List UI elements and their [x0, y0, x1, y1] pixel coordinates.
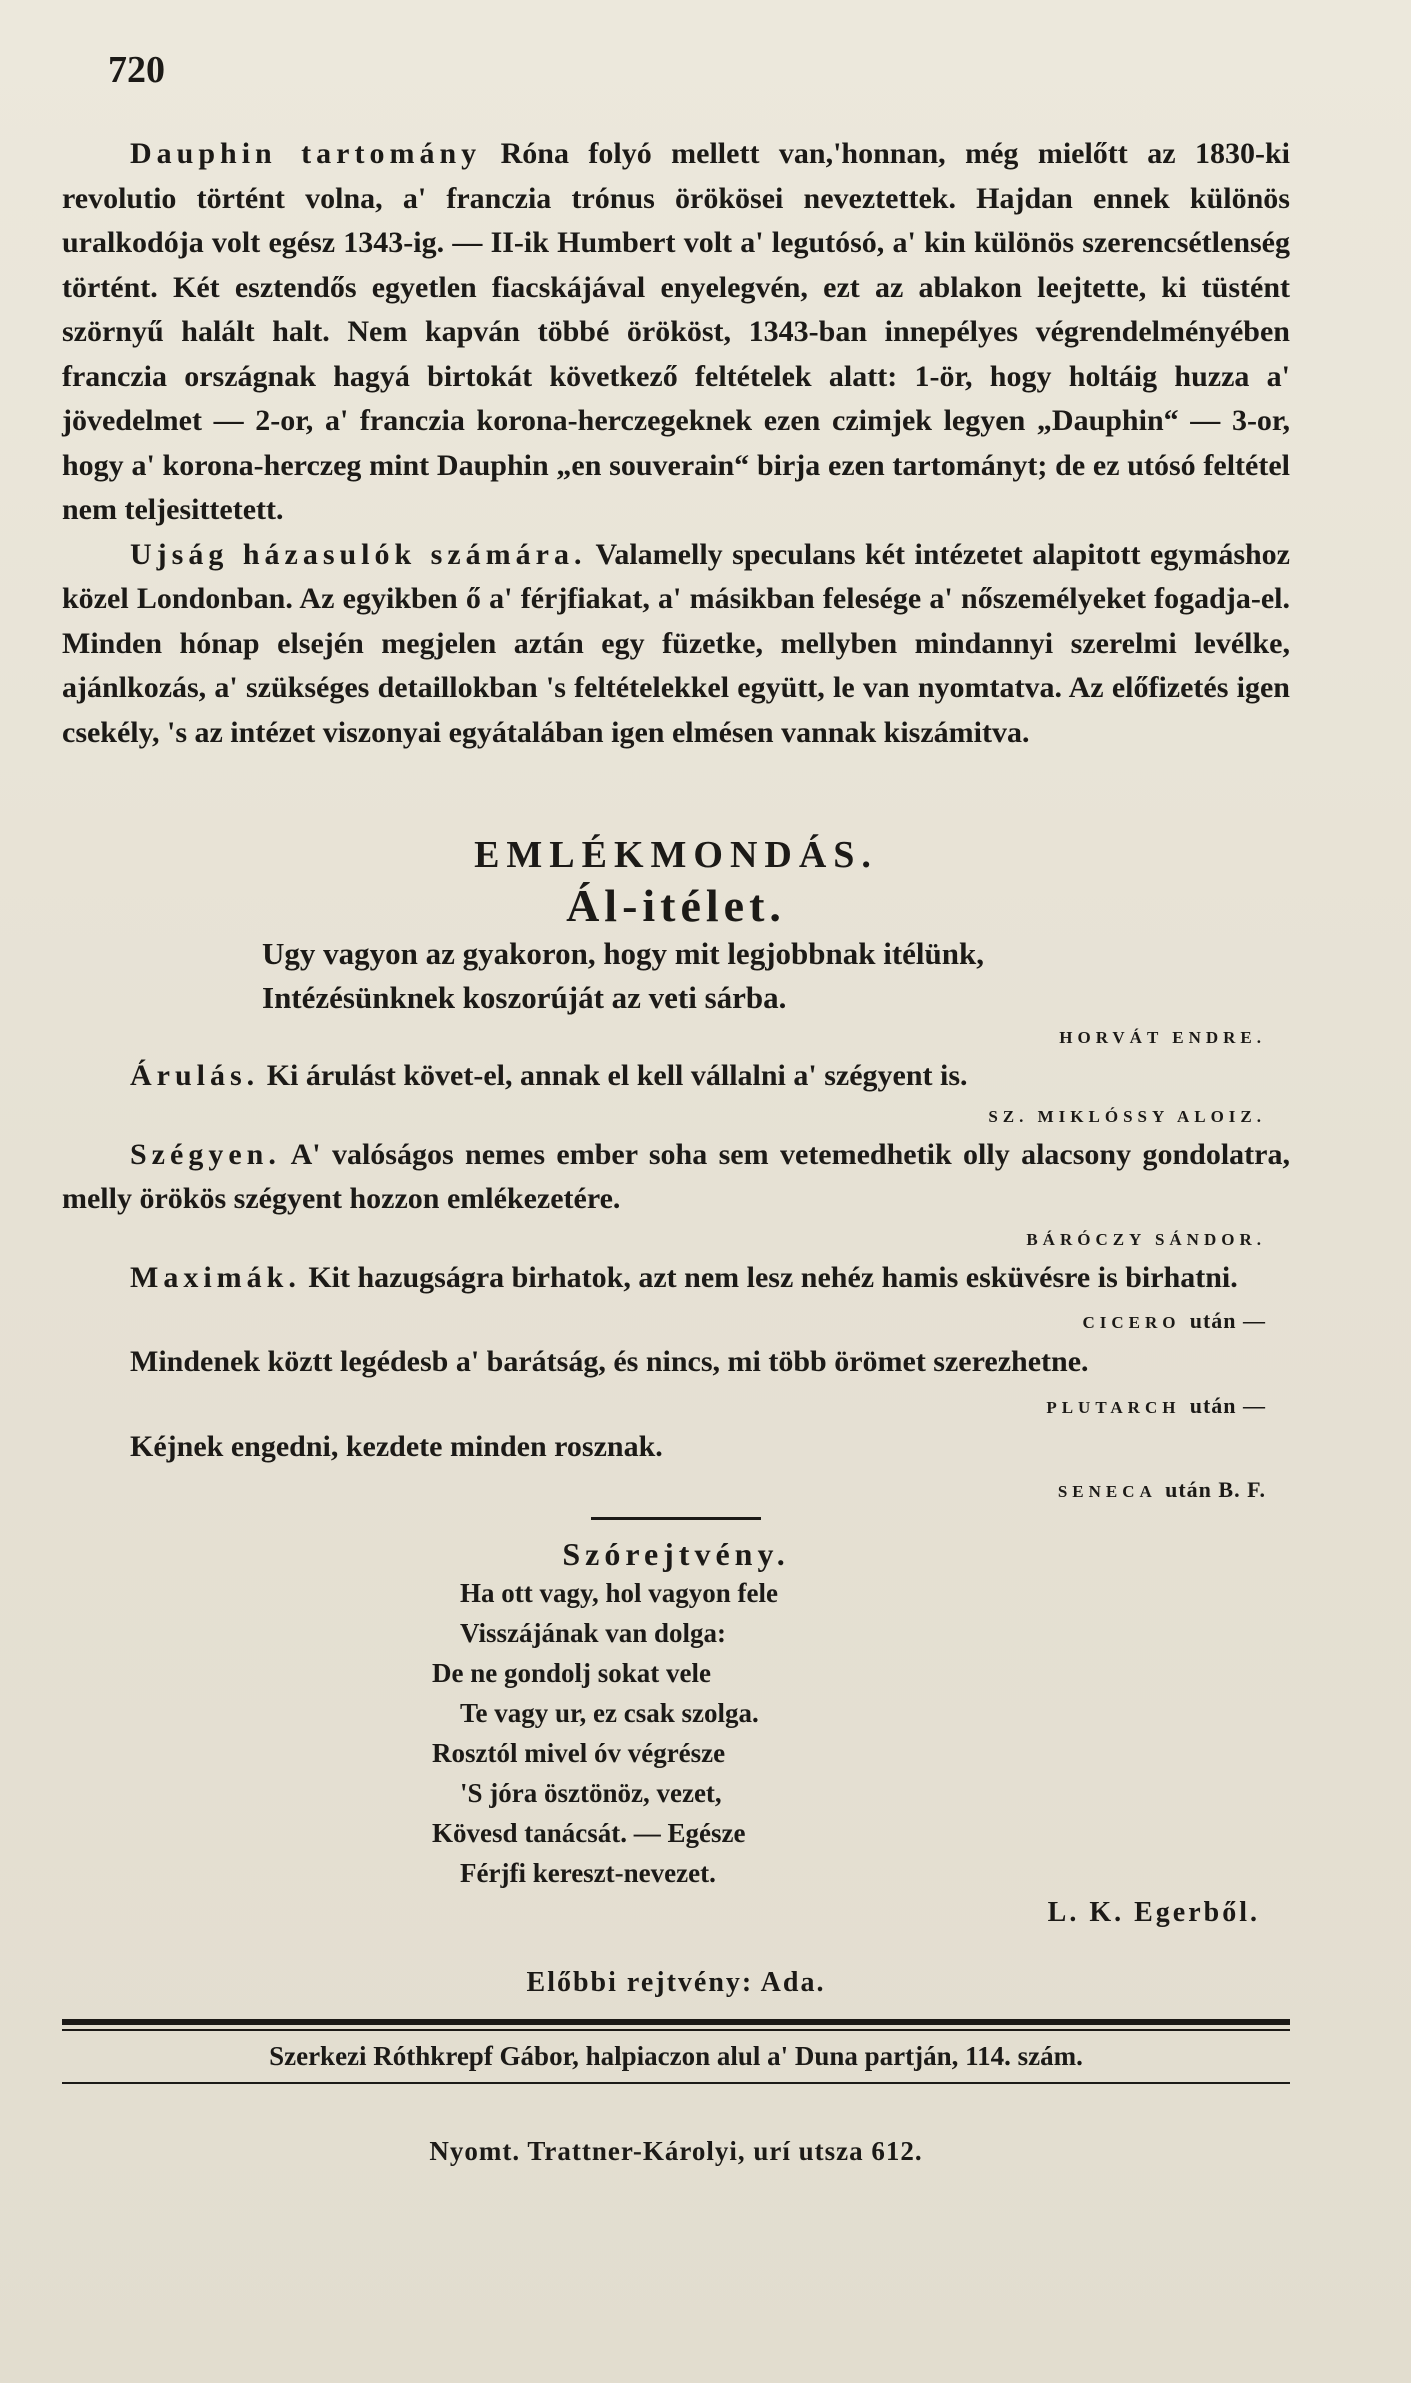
riddle-author: L. K. Egerből.: [1047, 1897, 1260, 1928]
maxim-item: [62, 1054, 1290, 1099]
riddle-line: 'S jóra ösztönöz, vezet,: [460, 1778, 722, 1808]
verse-author: HORVÁT ENDRE.: [1059, 1028, 1266, 1047]
maxim-author-name: SENECA: [1057, 1482, 1156, 1501]
maxim-text: A' valóságos nemes ember soha sem vetemedhetik olly alacsony gondolatra, melly örökös szégyent hozzon emlékezetére.: [62, 1137, 1290, 1215]
dauphin-text: Róna folyó mellett van,'honnan, még mielőtt az 1830-ki revolutio történt volna, a' franczia trónus örökösei neveztettek. Hajdan ennek különös uralkodója volt egész 1343-ig. — II-ik Humbert volt a' legutósó, a' kin különös szerencsétlenség történt. Két esztendős egyetlen fiacskájával enyelegvén, ezt az ablakon leejtette, ki tüstént szörnyű halált halt. Nem kapván többé örököst, 1343-ban innepélyes végrendelményében franczia országnak hagyá birtokát következő feltételek alatt: 1-ör, hogy holtáig huzza a' jövedelmet — 2-or, a' franczia korona-herczegeknek ezen czimjek legyen „Dauphin“ — 3-or, hogy a' korona-herczeg mint Dauphin „en souverain“ birja ezen tartományt; de ez utósó feltétel nem teljesittetett.: [62, 137, 1290, 526]
maxim-author: [62, 1308, 1266, 1334]
emlekmondas-title: EMLÉKMONDÁS.: [474, 834, 878, 876]
editor-line: Szerkezi Róthkrepf Gábor, halpiaczon alul a' Duna partján, 114. szám.: [269, 2041, 1083, 2071]
maxim-author-suffix: után —: [1189, 1308, 1266, 1333]
riddle-line: Kövesd tanácsát. — Egésze: [432, 1818, 746, 1848]
maxim-text: Kéjnek engedni, kezdete minden rosznak.: [130, 1429, 663, 1463]
maxim-text: Ki árulást követ-el, annak el kell vállalni a' szégyent is.: [266, 1059, 968, 1092]
maxim-author-suffix: után B. F.: [1165, 1477, 1266, 1502]
maxim-author: [62, 1393, 1266, 1419]
emlekmondas-subtitle: Ál-itélet.: [566, 880, 786, 931]
section-divider: [591, 1517, 761, 1520]
szorejtveny-title: Szórejtvény.: [562, 1536, 790, 1572]
maxim-text: Kit hazugságra birhatok, azt nem lesz nehéz hamis esküvésre is birhatni.: [308, 1260, 1238, 1294]
maxim-author: [62, 1107, 1266, 1127]
maxim-heading: Árulás.: [130, 1059, 260, 1092]
maxim-author-suffix: után —: [1189, 1392, 1266, 1418]
emlekmondas-verse: [62, 932, 1290, 1020]
maxim-author: [62, 1477, 1266, 1503]
riddle-line: Rosztól mivel óv végrésze: [432, 1738, 726, 1768]
footer-bottom-rule: [62, 2082, 1290, 2084]
page-number: 720: [108, 49, 165, 91]
riddle-line: Ha ott vagy, hol vagyon fele: [460, 1578, 778, 1608]
maxim-author-name: PLUTARCH: [1046, 1397, 1181, 1417]
maxim-heading: Szégyen.: [130, 1137, 281, 1171]
maxim-item: [62, 1425, 1290, 1470]
riddle-line: Visszájának van dolga:: [460, 1618, 727, 1648]
maxim-author-name: SZ. MIKLÓSSY ALOIZ.: [988, 1106, 1266, 1126]
riddle-line: Férjfi kereszt-nevezet.: [460, 1858, 716, 1888]
ujsag-text: Valamelly speculans két intézetet alapitott egymáshoz közel Londonban. Az egyikben ő a' férjfiakat, a' másikban felesége a' nőszemélyeket fogadja-el. Minden hónap elsején megjelen aztán egy füzetke, mellyben mindannyi szerelmi levélke, ajánlkozás, a' szükséges detaillokban 's feltételekkel együtt, le van nyomtatva. Az előfizetés igen csekély, 's az intézet viszonyai egyátalában igen elmésen vannak kiszámitva.: [62, 537, 1290, 749]
dauphin-paragraph: [62, 132, 1290, 533]
maxim-item: [62, 1256, 1290, 1301]
maxim-author-name: CICERO: [1082, 1313, 1181, 1332]
page-body: [62, 132, 1290, 2167]
dauphin-heading: Dauphin tartomány: [130, 137, 482, 170]
maxim-author: [62, 1230, 1266, 1250]
riddle-verse: [62, 1573, 1290, 1893]
footer-rule-thin: [62, 2029, 1290, 2031]
printer-line: Nyomt. Trattner-Károlyi, urí utsza 612.: [429, 2136, 923, 2166]
previous-riddle-answer: Előbbi rejtvény: Ada.: [526, 1967, 826, 1998]
verse-line: Ugy vagyon az gyakoron, hogy mit legjobbnak itélünk,: [262, 936, 985, 971]
footer-rule: [62, 2019, 1290, 2025]
maxim-author-name: BÁRÓCZY SÁNDOR.: [1026, 1229, 1266, 1249]
ujsag-heading: Ujság házasulók számára.: [130, 537, 587, 571]
maxim-heading: Maximák.: [130, 1260, 301, 1294]
ujsag-paragraph: [62, 533, 1290, 756]
riddle-line: De ne gondolj sokat vele: [432, 1658, 711, 1688]
verse-line: Intézésünknek koszorúját az veti sárba.: [262, 980, 787, 1015]
riddle-line: Te vagy ur, ez csak szolga.: [460, 1698, 759, 1728]
maxim-item: [62, 1340, 1290, 1385]
maxim-text: Mindenek köztt legédesb a' barátság, és nincs, mi több örömet szerezhetne.: [130, 1345, 1089, 1378]
maxim-item: [62, 1133, 1290, 1222]
